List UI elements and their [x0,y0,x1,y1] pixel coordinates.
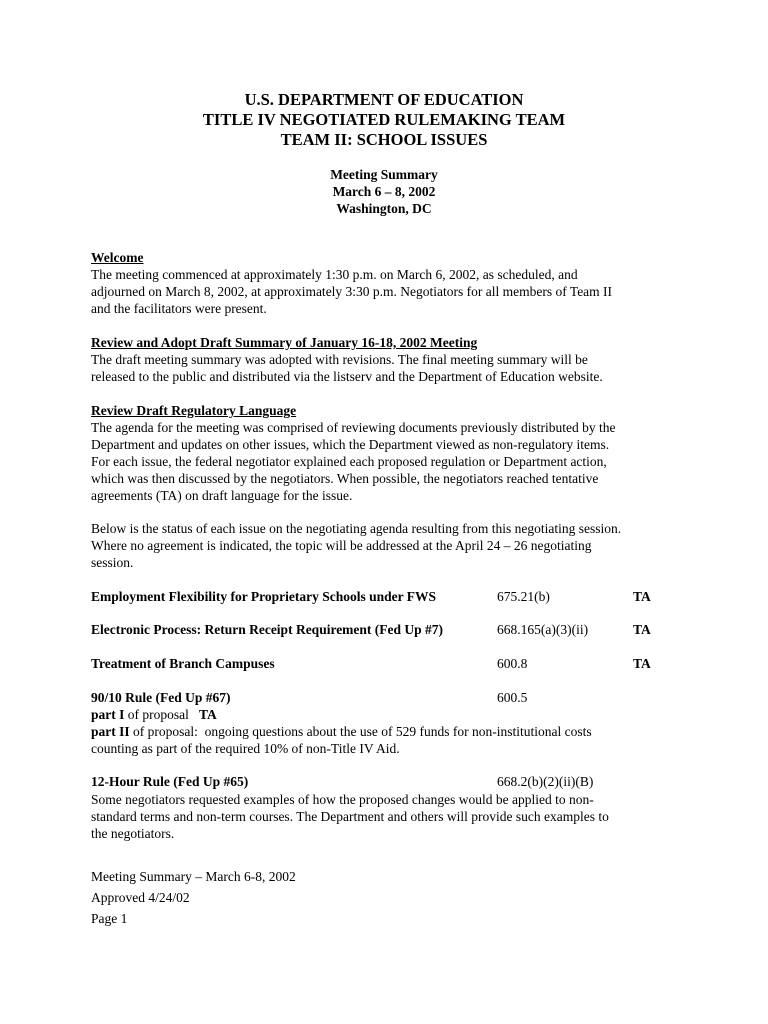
footer-page-number: Page 1 [91,911,128,926]
issue-status: TA [633,656,651,671]
issue-citation: 600.8 [497,656,528,671]
review-adopt-heading: Review and Adopt Draft Summary of January 16-18, 2002 Meeting [91,335,478,350]
meeting-dates: March 6 – 8, 2002 [332,184,436,199]
part2-text: of proposal: ongoing questions about the use of 529 funds for non-institutional costs [129,724,592,739]
issue-row [91,773,691,791]
issue-row [91,621,691,639]
issue-citation: 600.5 [497,690,528,705]
review-draft-line: Department and updates on other issues, which the Department viewed as non-regulatory items. [91,437,610,452]
issue-topic: Treatment of Branch Campuses [91,656,275,671]
welcome-line: adjourned on March 8, 2002, at approximately 3:30 p.m. Negotiators for all members of Team II [91,284,613,299]
issue-row [91,689,691,707]
rule-12hour-line: the negotiators. [91,826,175,841]
issue-status: TA [633,589,651,604]
meeting-location: Washington, DC [336,201,432,216]
welcome-heading: Welcome [91,250,144,265]
review-adopt-line: The draft meeting summary was adopted with revisions. The final meeting summary will be [91,352,588,367]
issue-topic: 90/10 Rule (Fed Up #67) [91,690,231,705]
status-intro-line: Below is the status of each issue on the negotiating agenda resulting from this negotiating session. [91,521,622,536]
team-title: TITLE IV NEGOTIATED RULEMAKING TEAM [202,110,566,129]
footer-approved: Approved 4/24/02 [91,890,190,905]
welcome-line: and the facilitators were present. [91,301,267,316]
part1-status: TA [199,707,217,722]
issue-topic: 12-Hour Rule (Fed Up #65) [91,774,249,789]
review-adopt-line: released to the public and distributed via the listserv and the Department of Education website. [91,369,603,384]
review-draft-line: which was then discussed by the negotiators. When possible, the negotiators reached tentative [91,471,599,486]
part1-text: of proposal [124,707,199,722]
review-draft-line: For each issue, the federal negotiator explained each proposed regulation or Department action, [91,454,607,469]
issue-row [91,588,691,606]
issue-citation: 675.21(b) [497,589,550,604]
welcome-section [91,249,681,317]
part2-label: part II [91,724,130,739]
welcome-line: The meeting commenced at approximately 1:30 p.m. on March 6, 2002, as scheduled, and [91,267,578,282]
issue-row [91,655,691,673]
review-draft-line: The agenda for the meeting was comprised of reviewing documents previously distributed by the [91,420,616,435]
rule-9010-details [91,706,681,757]
part1-label: part I [91,707,125,722]
issue-status: TA [633,622,651,637]
review-draft-line: agreements (TA) on draft language for the issue. [91,488,353,503]
issue-citation: 668.2(b)(2)(ii)(B) [497,774,594,789]
part2-line [91,723,681,740]
issue-topic: Employment Flexibility for Proprietary Schools under FWS [91,589,436,604]
review-draft-heading: Review Draft Regulatory Language [91,403,297,418]
review-adopt-section [91,334,681,385]
part2-line-continued: counting as part of the required 10% of non-Title IV Aid. [91,741,400,756]
department-title: U.S. DEPARTMENT OF EDUCATION [244,90,524,109]
rule-12hour-line: Some negotiators requested examples of how the proposed changes would be applied to non- [91,792,594,807]
issue-citation: 668.165(a)(3)(ii) [497,622,589,637]
rule-12hour-line: standard terms and non-term courses. The Department and others will provide such examples to [91,809,609,824]
footer-summary: Meeting Summary – March 6-8, 2002 [91,869,296,884]
review-draft-section [91,402,681,504]
meeting-summary-label: Meeting Summary [330,167,438,182]
status-intro-line: session. [91,555,134,570]
part1-line [91,706,681,723]
status-intro-line: Where no agreement is indicated, the topic will be addressed at the April 24 – 26 negotiating [91,538,592,553]
rule-12hour-details [91,791,681,842]
footer [91,866,296,929]
team-subtitle: TEAM II: SCHOOL ISSUES [280,130,488,149]
issue-topic: Electronic Process: Return Receipt Requirement (Fed Up #7) [91,622,444,637]
status-intro [91,520,681,571]
